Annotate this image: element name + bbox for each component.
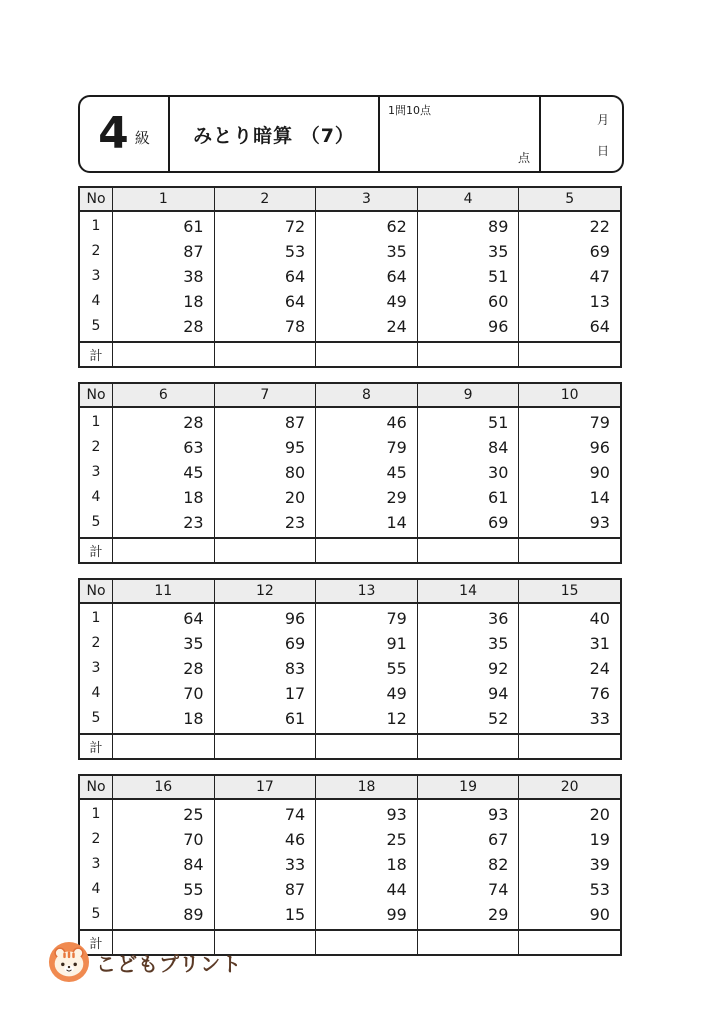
problem-column [417,408,519,537]
addend-value: 93 [488,805,509,824]
addend-value: 17 [284,684,306,703]
addend-value: 92 [488,659,509,678]
addend-value: 18 [386,855,407,874]
addend-value: 95 [284,438,306,457]
row-number: 5 [91,318,101,334]
addend-value: 61 [488,488,509,507]
table-total-row [80,341,620,366]
addend-value: 51 [488,267,509,286]
total-answer-cell [112,735,214,758]
problem-column [112,800,214,929]
row-number: 4 [91,293,101,309]
addend-value: 45 [386,463,407,482]
grade-number: 4 [98,108,129,159]
addend-value: 20 [589,805,610,824]
tables-container [78,186,622,956]
total-answer-cell [518,539,620,562]
row-number-column [80,800,112,929]
addend-value: 53 [589,880,610,899]
addend-value: 14 [386,513,407,532]
day-label: 日 [596,144,609,158]
row-number: 3 [91,464,101,480]
addend-value: 78 [284,317,306,336]
row-number: 1 [91,414,101,430]
table-header-row [80,776,620,800]
addend-value: 87 [284,880,306,899]
problem-column [112,212,214,341]
date-cell [541,97,622,171]
addend-value: 45 [183,463,204,482]
addend-value: 52 [488,709,509,728]
total-answer-cell [214,735,316,758]
addend-value: 35 [488,634,509,653]
total-answer-cell [417,343,519,366]
addend-value: 96 [488,317,509,336]
addend-value: 18 [183,292,204,311]
addend-value: 60 [488,292,509,311]
addend-value: 64 [589,317,610,336]
row-number: 4 [91,881,101,897]
addend-value: 69 [284,634,306,653]
total-answer-cell [214,343,316,366]
problem-column [518,800,620,929]
grade-suffix-label: 級 [134,128,150,147]
addend-value: 94 [488,684,509,703]
addend-value: 76 [589,684,610,703]
table-header-row [80,188,620,212]
row-number: 2 [91,831,101,847]
total-answer-cell [315,931,417,954]
problem-column [417,604,519,733]
column-header: 8 [315,384,417,406]
worksheet-title: みとり暗算 （7） [170,97,380,171]
addend-value: 13 [589,292,610,311]
table-total-row [80,733,620,758]
column-header: 17 [214,776,316,798]
answer-table-2 [78,382,622,564]
column-header: 9 [417,384,519,406]
addend-value: 79 [386,609,407,628]
answer-table-1 [78,186,622,368]
problem-column [315,408,417,537]
column-header: 10 [518,384,620,406]
addend-value: 19 [589,830,610,849]
answer-table-4 [78,774,622,956]
column-header: 3 [315,188,417,210]
addend-value: 93 [589,513,610,532]
addend-value: 83 [284,659,306,678]
addend-value: 36 [488,609,509,628]
logo [48,941,242,983]
problem-column [214,604,316,733]
row-number: 3 [91,268,101,284]
row-number: 4 [91,489,101,505]
total-answer-cell [518,735,620,758]
addend-value: 55 [386,659,407,678]
addend-value: 80 [284,463,306,482]
problem-column [112,408,214,537]
row-number: 5 [91,514,101,530]
row-number-column [80,408,112,537]
addend-value: 93 [386,805,407,824]
total-answer-cell [518,343,620,366]
addend-value: 62 [386,217,407,236]
addend-value: 72 [284,217,306,236]
problem-column [214,408,316,537]
total-answer-cell [214,539,316,562]
addend-value: 64 [386,267,407,286]
addend-value: 69 [589,242,610,261]
column-header: 1 [112,188,214,210]
addend-value: 44 [386,880,407,899]
addend-value: 23 [284,513,306,532]
problem-column [214,800,316,929]
addend-value: 51 [488,413,509,432]
addend-value: 79 [386,438,407,457]
worksheet-header [78,95,624,173]
problem-column [518,604,620,733]
column-header: 4 [417,188,519,210]
column-header: 13 [315,580,417,602]
total-answer-cell [417,931,519,954]
table-body-row [80,800,620,929]
addend-value: 47 [589,267,610,286]
row-number: 2 [91,243,101,259]
addend-value: 49 [386,292,407,311]
grade-cell [80,97,170,171]
table-body-row [80,212,620,341]
no-column-header: No [86,779,106,795]
addend-value: 61 [284,709,306,728]
row-number: 1 [91,610,101,626]
table-total-row [80,537,620,562]
column-header: 19 [417,776,519,798]
addend-value: 69 [488,513,509,532]
problem-column [315,604,417,733]
total-answer-cell [417,539,519,562]
row-number: 3 [91,856,101,872]
addend-value: 70 [183,830,204,849]
addend-value: 63 [183,438,204,457]
column-header: 5 [518,188,620,210]
addend-value: 67 [488,830,509,849]
score-points-label: 点 [517,151,530,165]
addend-value: 33 [284,855,306,874]
table-body-row [80,604,620,733]
addend-value: 28 [183,659,204,678]
addend-value: 53 [284,242,306,261]
score-cell [380,97,541,171]
addend-value: 90 [589,905,610,924]
addend-value: 74 [488,880,509,899]
no-column-header: No [86,387,106,403]
row-number: 5 [91,710,101,726]
addend-value: 28 [183,413,204,432]
total-answer-cell [112,343,214,366]
problem-column [315,800,417,929]
table-header-row [80,580,620,604]
addend-value: 28 [183,317,204,336]
problem-column [112,604,214,733]
table-body-row [80,408,620,537]
column-header: 18 [315,776,417,798]
column-header: 7 [214,384,316,406]
addend-value: 20 [284,488,306,507]
addend-value: 40 [589,609,610,628]
column-header: 12 [214,580,316,602]
problem-column [315,212,417,341]
addend-value: 25 [386,830,407,849]
addend-value: 22 [589,217,610,236]
addend-value: 18 [183,709,204,728]
row-number: 2 [91,635,101,651]
row-number: 1 [91,218,101,234]
addend-value: 84 [488,438,509,457]
addend-value: 35 [488,242,509,261]
total-label: 計 [89,545,103,560]
addend-value: 29 [488,905,509,924]
table-header-row [80,384,620,408]
addend-value: 87 [183,242,204,261]
no-column-header: No [86,191,106,207]
total-answer-cell [417,735,519,758]
row-number-column [80,604,112,733]
addend-value: 24 [589,659,610,678]
addend-value: 30 [488,463,509,482]
column-header: 11 [112,580,214,602]
addend-value: 38 [183,267,204,286]
addend-value: 61 [183,217,204,236]
addend-value: 64 [284,292,306,311]
points-per-question-label: 1問10点 [388,104,431,117]
addend-value: 39 [589,855,610,874]
no-column-header: No [86,583,106,599]
addend-value: 46 [386,413,407,432]
addend-value: 90 [589,463,610,482]
total-answer-cell [315,735,417,758]
problem-column [518,212,620,341]
total-answer-cell [518,931,620,954]
total-answer-cell [112,539,214,562]
addend-value: 84 [183,855,204,874]
addend-value: 29 [386,488,407,507]
addend-value: 31 [589,634,610,653]
problem-column [518,408,620,537]
row-number-column [80,212,112,341]
problem-column [417,212,519,341]
column-header: 14 [417,580,519,602]
addend-value: 99 [386,905,407,924]
addend-value: 24 [386,317,407,336]
addend-value: 89 [488,217,509,236]
row-number: 3 [91,660,101,676]
total-label: 計 [89,937,103,952]
addend-value: 79 [589,413,610,432]
addend-value: 70 [183,684,204,703]
addend-value: 14 [589,488,610,507]
addend-value: 82 [488,855,509,874]
addend-value: 87 [284,413,306,432]
column-header: 2 [214,188,316,210]
addend-value: 64 [284,267,306,286]
addend-value: 33 [589,709,610,728]
total-label: 計 [89,349,103,364]
row-number: 2 [91,439,101,455]
column-header: 20 [518,776,620,798]
addend-value: 35 [183,634,204,653]
addend-value: 35 [386,242,407,261]
answer-table-3 [78,578,622,760]
addend-value: 25 [183,805,204,824]
addend-value: 89 [183,905,204,924]
addend-value: 96 [589,438,610,457]
row-number: 1 [91,806,101,822]
addend-value: 15 [284,905,306,924]
addend-value: 18 [183,488,204,507]
addend-value: 46 [284,830,306,849]
addend-value: 96 [284,609,306,628]
column-header: 15 [518,580,620,602]
column-header: 6 [112,384,214,406]
addend-value: 91 [386,634,407,653]
addend-value: 12 [386,709,407,728]
cat-mascot-icon [48,941,90,983]
total-label: 計 [89,741,103,756]
problem-column [214,212,316,341]
total-answer-cell [315,539,417,562]
row-number: 4 [91,685,101,701]
addend-value: 64 [183,609,204,628]
month-label: 月 [596,113,609,127]
total-answer-cell [315,343,417,366]
row-number: 5 [91,906,101,922]
logo-text: こどもプリント [96,951,243,976]
addend-value: 55 [183,880,204,899]
problem-column [417,800,519,929]
column-header: 16 [112,776,214,798]
addend-value: 49 [386,684,407,703]
addend-value: 74 [284,805,306,824]
addend-value: 23 [183,513,204,532]
